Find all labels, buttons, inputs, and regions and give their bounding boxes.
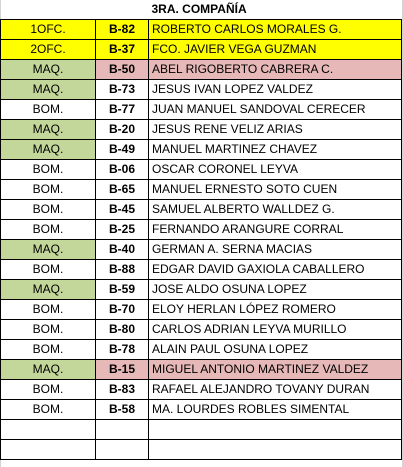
name-cell[interactable] [149,440,402,460]
code-cell[interactable]: B-70 [96,300,149,320]
name-cell[interactable]: JESUS IVAN LOPEZ VALDEZ [149,80,402,100]
rank-cell[interactable]: BOM. [1,160,96,180]
name-cell[interactable]: SAMUEL ALBERTO WALLDEZ G. [149,200,402,220]
table-row [1,80,402,100]
table-row [1,260,402,280]
code-cell[interactable]: B-83 [96,380,149,400]
code-cell[interactable]: B-80 [96,320,149,340]
code-cell[interactable]: B-20 [96,120,149,140]
name-cell[interactable]: FERNANDO ARANGURE CORRAL [149,220,402,240]
table-row [1,220,402,240]
table-row [1,160,402,180]
rank-cell[interactable]: MAQ. [1,280,96,300]
table-row [1,360,402,380]
code-cell[interactable]: B-15 [96,360,149,380]
rank-cell[interactable]: MAQ. [1,240,96,260]
table-row [1,400,402,420]
name-cell[interactable]: FCO. JAVIER VEGA GUZMAN [149,40,402,60]
table-row [1,180,402,200]
table-row [1,320,402,340]
rank-cell[interactable]: BOM. [1,220,96,240]
table-row [1,40,402,60]
code-cell[interactable]: B-58 [96,400,149,420]
name-cell[interactable]: JESUS RENE VELIZ ARIAS [149,120,402,140]
table-row [1,300,402,320]
name-cell[interactable]: MA. LOURDES ROBLES SIMENTAL [149,400,402,420]
rank-cell[interactable]: MAQ. [1,80,96,100]
name-cell[interactable]: CARLOS ADRIAN LEYVA MURILLO [149,320,402,340]
rank-cell[interactable]: BOM. [1,320,96,340]
sheet-title[interactable]: 3RA. COMPAÑÍA [149,0,402,20]
rank-cell[interactable]: BOM. [1,380,96,400]
code-cell[interactable]: B-25 [96,220,149,240]
code-cell[interactable]: B-78 [96,340,149,360]
table-row [1,420,402,440]
name-cell[interactable]: JUAN MANUEL SANDOVAL CERECER [149,100,402,120]
rank-cell[interactable] [1,440,96,460]
rank-cell[interactable]: MAQ. [1,60,96,80]
code-cell[interactable]: B-82 [96,20,149,40]
rank-cell[interactable]: BOM. [1,300,96,320]
name-cell[interactable]: MANUEL MARTINEZ CHAVEZ [149,140,402,160]
code-cell[interactable]: B-77 [96,100,149,120]
table-row [1,60,402,80]
name-cell[interactable]: GERMAN A. SERNA MACIAS [149,240,402,260]
table-row [1,440,402,460]
rank-cell[interactable]: BOM. [1,340,96,360]
code-cell[interactable]: B-50 [96,60,149,80]
rank-cell[interactable]: BOM. [1,180,96,200]
code-cell[interactable]: B-40 [96,240,149,260]
code-cell[interactable]: B-45 [96,200,149,220]
code-cell[interactable]: B-49 [96,140,149,160]
name-cell[interactable] [149,420,402,440]
code-cell[interactable]: B-37 [96,40,149,60]
name-cell[interactable]: ABEL RIGOBERTO CABRERA C. [149,60,402,80]
name-cell[interactable]: EDGAR DAVID GAXIOLA CABALLERO [149,260,402,280]
rank-cell[interactable]: BOM. [1,100,96,120]
name-cell[interactable]: JOSE ALDO OSUNA LOPEZ [149,280,402,300]
code-cell[interactable]: B-73 [96,80,149,100]
rank-cell[interactable]: 2OFC. [1,40,96,60]
name-cell[interactable]: OSCAR CORONEL LEYVA [149,160,402,180]
rank-cell[interactable]: BOM. [1,200,96,220]
code-cell[interactable] [96,420,149,440]
header-blank-cell[interactable] [1,0,96,20]
name-cell[interactable]: ELOY HERLAN LÓPEZ ROMERO [149,300,402,320]
rank-cell[interactable]: BOM. [1,400,96,420]
rank-cell[interactable]: BOM. [1,260,96,280]
code-cell[interactable]: B-65 [96,180,149,200]
table-row [1,20,402,40]
name-cell[interactable]: MIGUEL ANTONIO MARTINEZ VALDEZ [149,360,402,380]
rank-cell[interactable]: MAQ. [1,360,96,380]
name-cell[interactable]: ALAIN PAUL OSUNA LOPEZ [149,340,402,360]
table-row [1,240,402,260]
header-row [1,0,402,20]
table-row [1,200,402,220]
table-row [1,380,402,400]
table-row [1,280,402,300]
code-cell[interactable] [96,440,149,460]
rank-cell[interactable]: 1OFC. [1,20,96,40]
table-row [1,100,402,120]
code-cell[interactable]: B-88 [96,260,149,280]
rank-cell[interactable]: MAQ. [1,140,96,160]
code-cell[interactable]: B-06 [96,160,149,180]
rank-cell[interactable]: MAQ. [1,120,96,140]
rank-cell[interactable] [1,420,96,440]
header-blank-cell[interactable] [96,0,149,20]
table-row [1,140,402,160]
name-cell[interactable]: ROBERTO CARLOS MORALES G. [149,20,402,40]
name-cell[interactable]: RAFAEL ALEJANDRO TOVANY DURAN [149,380,402,400]
name-cell[interactable]: MANUEL ERNESTO SOTO CUEN [149,180,402,200]
table-row [1,340,402,360]
code-cell[interactable]: B-59 [96,280,149,300]
table-row [1,120,402,140]
